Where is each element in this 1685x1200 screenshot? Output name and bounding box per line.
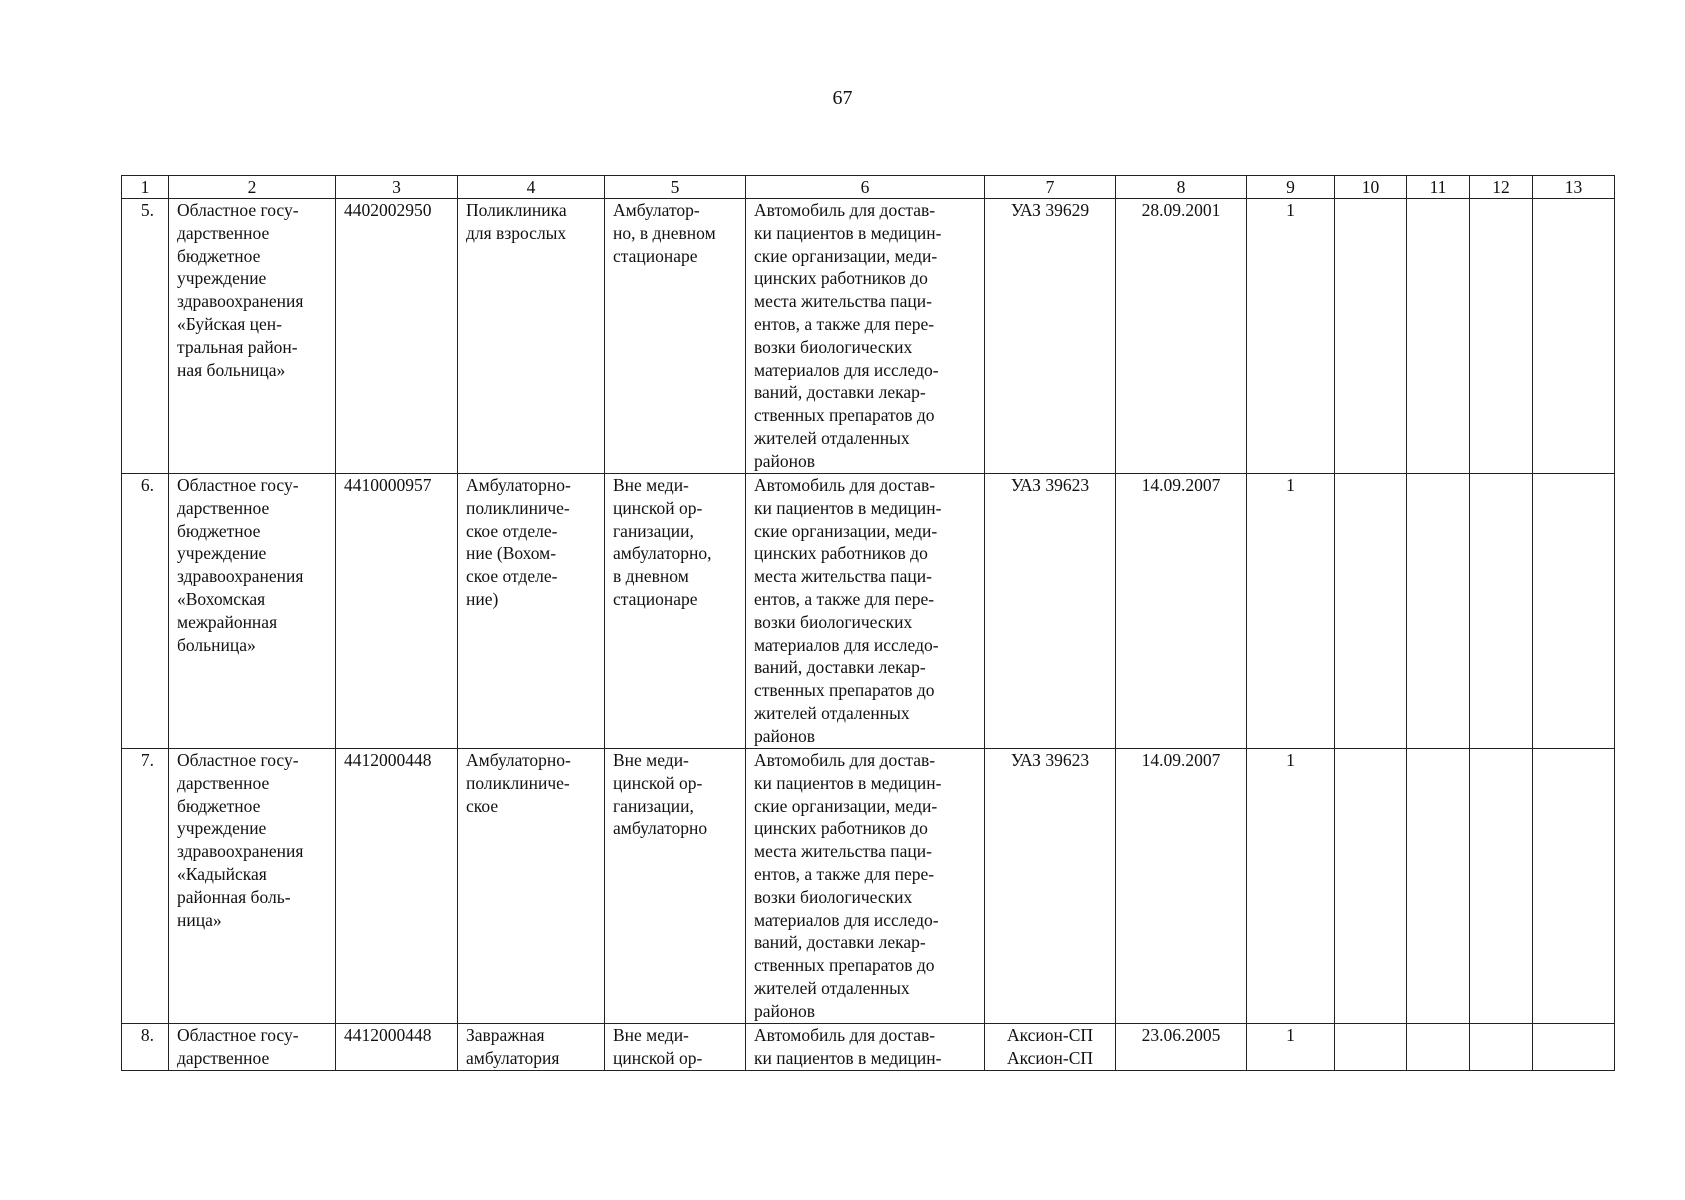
vehicle-model-line: УАЗ 39623: [1010, 750, 1090, 770]
subdivision-name-line: поликлиниче-: [466, 772, 570, 793]
vehicle-purpose-line: ки пациентов в медицин-: [754, 1047, 942, 1068]
vehicle-table: [121, 175, 1615, 1071]
subdivision-name-line: амбулатория: [466, 1047, 560, 1068]
care-conditions-line: амбулаторно,: [613, 543, 712, 564]
column-number: 11: [1407, 176, 1470, 199]
care-conditions: [605, 749, 746, 1024]
organization-name-line: тральная район-: [177, 336, 298, 357]
organization-name-line: «Буйская цен-: [177, 313, 282, 334]
column-10-cell: [1335, 199, 1407, 474]
organization-name-line: здравоохранения: [177, 841, 304, 862]
vehicle-purpose: [746, 474, 985, 749]
inn-code: 4410000957: [336, 474, 458, 749]
organization-name: [169, 749, 336, 1024]
care-conditions-line: но, в дневном: [613, 222, 716, 243]
inn-code: 4412000448: [336, 1024, 458, 1071]
care-conditions: [605, 199, 746, 474]
organization-name-line: ная больница»: [177, 359, 286, 380]
vehicle-model: [985, 474, 1116, 749]
table-row: [122, 199, 1615, 474]
subdivision-name-line: ское отделе-: [466, 566, 558, 587]
column-11-cell: [1407, 199, 1470, 474]
column-number: 1: [122, 176, 169, 199]
care-conditions-line: ганизации,: [613, 795, 694, 816]
column-number: 8: [1116, 176, 1247, 199]
vehicle-purpose-line: жителей отдаленных: [754, 977, 910, 998]
vehicle-purpose-line: ские организации, меди-: [754, 520, 938, 541]
care-conditions: [605, 474, 746, 749]
organization-name-line: дарственное: [177, 772, 270, 793]
organization-name-line: больница»: [177, 634, 256, 655]
subdivision-name: [458, 474, 605, 749]
subdivision-name-line: Завражная: [466, 1025, 545, 1045]
vehicle-purpose-line: цинских работников до: [754, 543, 928, 564]
registration-date: 14.09.2007: [1116, 749, 1247, 1024]
subdivision-name-line: Амбулаторно-: [466, 750, 571, 770]
vehicle-purpose-line: Автомобиль для достав-: [754, 1025, 936, 1045]
page-number: 67: [832, 87, 853, 109]
care-conditions-line: цинской ор-: [613, 497, 703, 518]
subdivision-name: [458, 199, 605, 474]
column-number: 13: [1533, 176, 1615, 199]
column-13-cell: [1533, 1024, 1615, 1071]
subdivision-name-line: поликлиниче-: [466, 497, 570, 518]
column-number: 4: [458, 176, 605, 199]
vehicle-purpose: [746, 199, 985, 474]
vehicle-purpose-line: жителей отдаленных: [754, 427, 910, 448]
vehicle-purpose-line: ентов, а также для пере-: [754, 313, 935, 334]
organization-name-line: учреждение: [177, 268, 267, 289]
vehicle-purpose-line: материалов для исследо-: [754, 359, 939, 380]
vehicle-count: 1: [1247, 199, 1335, 474]
subdivision-name-line: для взрослых: [466, 222, 567, 243]
care-conditions-line: Амбулатор-: [613, 200, 700, 220]
organization-name-line: здравоохранения: [177, 566, 304, 587]
vehicle-purpose-line: ентов, а также для пере-: [754, 588, 935, 609]
organization-name-line: «Кадыйская: [177, 863, 267, 884]
vehicle-purpose-line: ские организации, меди-: [754, 795, 938, 816]
vehicle-purpose-line: районов: [754, 450, 816, 471]
column-10-cell: [1335, 1024, 1407, 1071]
vehicle-purpose-line: Автомобиль для достав-: [754, 475, 936, 495]
organization-name-line: Областное госу-: [177, 475, 299, 495]
registration-date: 23.06.2005: [1116, 1024, 1247, 1071]
column-12-cell: [1470, 749, 1533, 1024]
column-number-row: [122, 176, 1615, 199]
care-conditions-line: цинской ор-: [613, 772, 703, 793]
vehicle-purpose-line: ки пациентов в медицин-: [754, 772, 942, 793]
care-conditions: [605, 1024, 746, 1071]
organization-name-line: районная боль-: [177, 886, 291, 907]
organization-name-line: учреждение: [177, 543, 267, 564]
subdivision-name-line: ское: [466, 795, 499, 816]
vehicle-purpose-line: ваний, доставки лекар-: [754, 932, 926, 953]
organization-name-line: бюджетное: [177, 245, 261, 266]
vehicle-purpose-line: ственных препаратов до: [754, 405, 935, 426]
vehicle-purpose-line: возки биологических: [754, 336, 913, 357]
vehicle-purpose: [746, 1024, 985, 1071]
organization-name-line: бюджетное: [177, 795, 261, 816]
care-conditions-line: стационаре: [613, 245, 698, 266]
vehicle-purpose-line: цинских работников до: [754, 818, 928, 839]
care-conditions-line: Вне меди-: [613, 750, 689, 770]
vehicle-purpose-line: возки биологических: [754, 611, 913, 632]
table-row: [122, 749, 1615, 1024]
care-conditions-line: ганизации,: [613, 520, 694, 541]
column-12-cell: [1470, 1024, 1533, 1071]
column-11-cell: [1407, 1024, 1470, 1071]
organization-name: [169, 474, 336, 749]
subdivision-name-line: ние (Вохом-: [466, 543, 557, 564]
subdivision-name-line: ское отделе-: [466, 520, 558, 541]
organization-name-line: Областное госу-: [177, 1025, 299, 1045]
vehicle-purpose-line: материалов для исследо-: [754, 909, 939, 930]
organization-name-line: здравоохранения: [177, 291, 304, 312]
column-10-cell: [1335, 749, 1407, 1024]
vehicle-purpose: [746, 749, 985, 1024]
vehicle-model-line: УАЗ 39629: [1010, 200, 1090, 220]
row-number: 5.: [122, 199, 169, 474]
registration-date: 28.09.2001: [1116, 199, 1247, 474]
vehicle-purpose-line: Автомобиль для достав-: [754, 750, 936, 770]
table-row: [122, 1024, 1615, 1071]
column-12-cell: [1470, 199, 1533, 474]
organization-name-line: «Вохомская: [177, 588, 266, 609]
organization-name-line: бюджетное: [177, 520, 261, 541]
row-number: 6.: [122, 474, 169, 749]
column-13-cell: [1533, 749, 1615, 1024]
vehicle-model-line: УАЗ 39623: [1010, 475, 1090, 495]
subdivision-name-line: Амбулаторно-: [466, 475, 571, 495]
vehicle-purpose-line: жителей отдаленных: [754, 702, 910, 723]
vehicle-purpose-line: места жительства паци-: [754, 291, 932, 312]
organization-name-line: дарственное: [177, 222, 270, 243]
registration-date: 14.09.2007: [1116, 474, 1247, 749]
subdivision-name-line: ние): [466, 588, 499, 609]
inn-code: 4412000448: [336, 749, 458, 1024]
vehicle-model-line: Аксион-СП: [1006, 1025, 1094, 1045]
table-row: [122, 474, 1615, 749]
organization-name-line: учреждение: [177, 818, 267, 839]
subdivision-name: [458, 1024, 605, 1071]
column-11-cell: [1407, 474, 1470, 749]
care-conditions-line: цинской ор-: [613, 1047, 703, 1068]
vehicle-model: [985, 1024, 1116, 1071]
column-12-cell: [1470, 474, 1533, 749]
vehicle-purpose-line: возки биологических: [754, 886, 913, 907]
column-number: 6: [746, 176, 985, 199]
care-conditions-line: Вне меди-: [613, 475, 689, 495]
column-number: 9: [1247, 176, 1335, 199]
vehicle-purpose-line: районов: [754, 1000, 816, 1021]
vehicle-purpose-line: ентов, а также для пере-: [754, 863, 935, 884]
organization-name-line: дарственное: [177, 497, 270, 518]
vehicle-count: 1: [1247, 749, 1335, 1024]
column-number: 7: [985, 176, 1116, 199]
vehicle-purpose-line: ваний, доставки лекар-: [754, 382, 926, 403]
vehicle-purpose-line: ки пациентов в медицин-: [754, 497, 942, 518]
vehicle-purpose-line: Автомобиль для достав-: [754, 200, 936, 220]
organization-name-line: межрайонная: [177, 611, 278, 632]
organization-name-line: Областное госу-: [177, 750, 299, 770]
vehicle-model: [985, 199, 1116, 474]
vehicle-purpose-line: ваний, доставки лекар-: [754, 657, 926, 678]
column-10-cell: [1335, 474, 1407, 749]
organization-name-line: дарственное: [177, 1047, 270, 1068]
vehicle-model: [985, 749, 1116, 1024]
vehicle-purpose-line: места жительства паци-: [754, 566, 932, 587]
vehicle-purpose-line: цинских работников до: [754, 268, 928, 289]
column-11-cell: [1407, 749, 1470, 1024]
vehicle-purpose-line: материалов для исследо-: [754, 634, 939, 655]
vehicle-purpose-line: места жительства паци-: [754, 841, 932, 862]
subdivision-name: [458, 749, 605, 1024]
column-number: 3: [336, 176, 458, 199]
vehicle-count: 1: [1247, 474, 1335, 749]
care-conditions-line: амбулаторно: [613, 818, 708, 839]
column-number: 10: [1335, 176, 1407, 199]
subdivision-name-line: Поликлиника: [466, 200, 567, 220]
column-13-cell: [1533, 199, 1615, 474]
vehicle-count: 1: [1247, 1024, 1335, 1071]
inn-code: 4402002950: [336, 199, 458, 474]
vehicle-purpose-line: ственных препаратов до: [754, 680, 935, 701]
vehicle-purpose-line: ские организации, меди-: [754, 245, 938, 266]
organization-name: [169, 1024, 336, 1071]
organization-name: [169, 199, 336, 474]
care-conditions-line: в дневном: [613, 566, 689, 587]
vehicle-purpose-line: ки пациентов в медицин-: [754, 222, 942, 243]
column-number: 12: [1470, 176, 1533, 199]
column-number: 2: [169, 176, 336, 199]
vehicle-purpose-line: районов: [754, 725, 816, 746]
organization-name-line: ница»: [177, 909, 222, 930]
organization-name-line: Областное госу-: [177, 200, 299, 220]
vehicle-purpose-line: ственных препаратов до: [754, 955, 935, 976]
care-conditions-line: стационаре: [613, 588, 698, 609]
vehicle-model-line: Аксион-СП: [1006, 1047, 1094, 1068]
row-number: 8.: [122, 1024, 169, 1071]
column-number: 5: [605, 176, 746, 199]
row-number: 7.: [122, 749, 169, 1024]
care-conditions-line: Вне меди-: [613, 1025, 689, 1045]
column-13-cell: [1533, 474, 1615, 749]
